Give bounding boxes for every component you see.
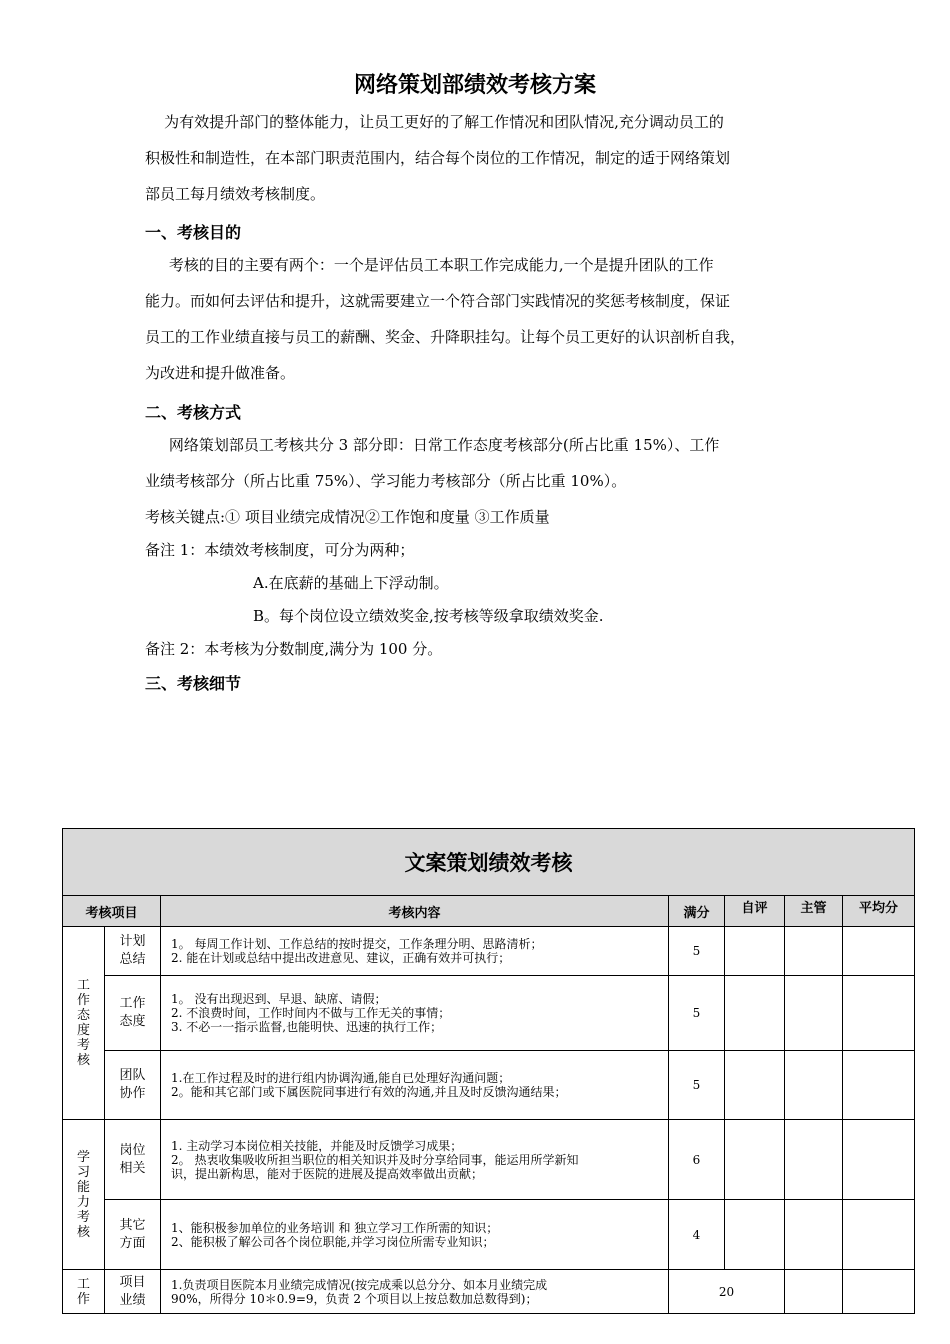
full-score-cell: 5 (669, 927, 725, 976)
header-manager: 主管 (785, 896, 843, 927)
section1-line: 考核的目的主要有两个：一个是评估员工本职工作完成能力,一个是提升团队的工作 (145, 256, 714, 274)
group-label-learning: 学 习 能 力 考 核 (63, 1120, 105, 1270)
self-eval-cell[interactable] (725, 1200, 785, 1270)
full-score-cell: 5 (669, 1051, 725, 1120)
content-cell: 1.在工作过程及时的进行组内协调沟通,能自已处理好沟通问题； 2。能和其它部门或下属医院同事进行有效的沟通,并且及时反馈沟通结果； (161, 1051, 669, 1120)
self-eval-cell[interactable] (725, 976, 785, 1051)
section2-line: 业绩考核部分（所占比重 75%）、学习能力考核部分（所占比重 10%）。 (145, 472, 627, 490)
header-content: 考核内容 (161, 896, 669, 927)
intro-line: 为有效提升部门的整体能力，让员工更好的了解工作情况和团队情况,充分调动员工的 (145, 113, 724, 131)
manager-cell[interactable] (785, 1051, 843, 1120)
self-eval-cell[interactable] (725, 1120, 785, 1200)
section1-line: 为改进和提升做准备。 (145, 364, 296, 382)
average-cell[interactable] (843, 927, 915, 976)
section1-line: 员工的工作业绩直接与员工的薪酬、奖金、升降职挂勾。让每个员工更好的认识剖析自我， (145, 328, 746, 346)
sub-item-label: 其它 方面 (105, 1200, 161, 1270)
manager-cell[interactable] (785, 976, 843, 1051)
table-title: 文案策划绩效考核 (63, 829, 915, 896)
intro-line: 部员工每月绩效考核制度。 (145, 185, 326, 203)
document-title: 网络策划部绩效考核方案 (353, 73, 596, 98)
table-row (63, 927, 915, 976)
header-item: 考核项目 (63, 896, 161, 927)
sub-item-label: 团队 协作 (105, 1051, 161, 1120)
full-score-cell: 5 (669, 976, 725, 1051)
table-row (63, 1120, 915, 1200)
table-row (63, 976, 915, 1051)
manager-cell[interactable] (785, 927, 843, 976)
table-row (63, 1270, 915, 1314)
content-cell: 1。 每周工作计划、工作总结的按时提交，工作条理分明、思路清析； 2. 能在计划或总结中提出改进意见、建议，正确有效并可执行； (161, 927, 669, 976)
option-b: B。每个岗位设立绩效奖金,按考核等级拿取绩效奖金. (253, 607, 604, 625)
intro-paragraph (145, 104, 817, 212)
self-eval-cell[interactable] (725, 927, 785, 976)
intro-line: 积极性和制造性，在本部门职责范围内，结合每个岗位的工作情况，制定的适于网络策划 (145, 149, 731, 167)
full-score-cell: 4 (669, 1200, 725, 1270)
note-1: 备注 1：本绩效考核制度，可分为两种； (145, 541, 415, 559)
average-cell[interactable] (843, 1270, 915, 1314)
table-row (63, 1051, 915, 1120)
full-score-cell: 20 (669, 1270, 785, 1314)
self-eval-cell[interactable] (725, 1051, 785, 1120)
option-a: A.在底薪的基础上下浮动制。 (253, 574, 449, 592)
manager-cell[interactable] (785, 1200, 843, 1270)
section1-paragraph (145, 247, 817, 391)
key-points: 考核关键点:① 项目业绩完成情况②工作饱和度量 ③工作质量 (145, 508, 550, 526)
average-cell[interactable] (843, 1051, 915, 1120)
group-label-work: 工 作 (63, 1270, 105, 1314)
header-average: 平均分 (843, 896, 915, 927)
header-full-score: 满分 (669, 896, 725, 927)
section2-heading: 二、考核方式 (145, 403, 242, 422)
section3-heading: 三、考核细节 (145, 674, 242, 693)
header-self-eval: 自评 (725, 896, 785, 927)
sub-item-label: 工作 态度 (105, 976, 161, 1051)
group-label-attitude: 工 作 态 度 考 核 (63, 927, 105, 1120)
manager-cell[interactable] (785, 1270, 843, 1314)
content-cell: 1。 没有出现迟到、早退、缺席、请假； 2. 不浪费时间，工作时间内不做与工作无关的事情； 3. 不必一一指示监督,也能明快、迅速的执行工作； (161, 976, 669, 1051)
table-row (63, 1200, 915, 1270)
content-cell: 1.负责项目医院本月业绩完成情况(按完成乘以总分分、如本月业绩完成 90%，所得分 10＊0.9=9，负责 2 个项目以上按总数加总数得到)； (161, 1270, 669, 1314)
sub-item-label: 计划 总结 (105, 927, 161, 976)
average-cell[interactable] (843, 1200, 915, 1270)
content-cell: 1、能积极参加单位的业务培训 和 独立学习工作所需的知识； 2、能积极了解公司各个岗位职能,并学习岗位所需专业知识； (161, 1200, 669, 1270)
content-cell: 1. 主动学习本岗位相关技能，并能及时反馈学习成果； 2。 热衷收集吸收所担当职位的相关知识并及时分享给同事，能运用所学新知 识，提出新构思，能对于医院的进展及提高效率做出贡献； (161, 1120, 669, 1200)
section2-line: 网络策划部员工考核共分 3 部分即：日常工作态度考核部分(所占比重 15%）、工作 (145, 436, 720, 454)
average-cell[interactable] (843, 976, 915, 1051)
sub-item-label: 项目 业绩 (105, 1270, 161, 1314)
section1-line: 能力。而如何去评估和提升，这就需要建立一个符合部门实践情况的奖惩考核制度，保证 (145, 292, 731, 310)
section1-heading: 一、考核目的 (145, 223, 242, 242)
full-score-cell: 6 (669, 1120, 725, 1200)
manager-cell[interactable] (785, 1120, 843, 1200)
assessment-table (62, 828, 915, 1314)
section2-paragraph (145, 427, 817, 499)
average-cell[interactable] (843, 1120, 915, 1200)
sub-item-label: 岗位 相关 (105, 1120, 161, 1200)
note-2: 备注 2：本考核为分数制度,满分为 100 分。 (145, 640, 443, 658)
